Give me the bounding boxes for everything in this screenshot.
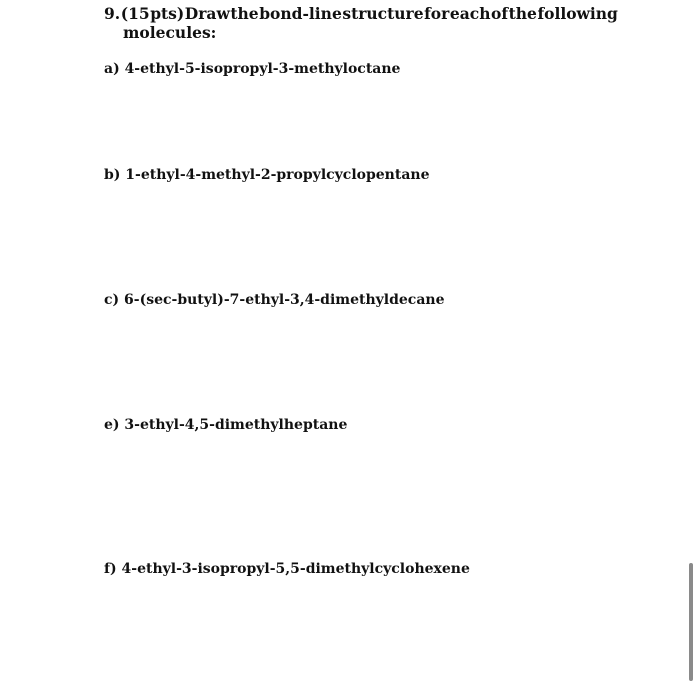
prompt-word: for: [424, 4, 450, 23]
item-b-label: b) 1-ethyl-4-methyl-2-propylcyclopentane: [104, 167, 430, 183]
prompt-word: the: [230, 4, 259, 23]
prompt-word: of: [491, 4, 509, 23]
prompt-word: 9.: [104, 4, 121, 23]
prompt-word: the: [508, 4, 537, 23]
item-a-label: a) 4-ethyl-5-isopropyl-3-methyloctane: [104, 61, 401, 77]
prompt-word: Draw: [184, 4, 230, 23]
prompt-word: structure: [342, 4, 424, 23]
prompt-word: bond-line: [259, 4, 342, 23]
question-prompt-line-1: [104, 4, 618, 23]
prompt-word: following: [537, 4, 618, 23]
question-prompt: [104, 4, 618, 42]
item-e-label: e) 3-ethyl-4,5-dimethylheptane: [104, 417, 348, 433]
prompt-word: (15: [120, 4, 150, 23]
prompt-word: each: [449, 4, 491, 23]
item-f-label: f) 4-ethyl-3-isopropyl-5,5-dimethylcyclohexene: [104, 561, 470, 577]
vertical-scrollbar-thumb[interactable]: [689, 563, 693, 681]
prompt-word: pts): [150, 4, 185, 23]
item-c-label: c) 6-(sec-butyl)-7-ethyl-3,4-dimethyldecane: [104, 292, 445, 308]
question-prompt-line-2: molecules:: [123, 23, 217, 42]
